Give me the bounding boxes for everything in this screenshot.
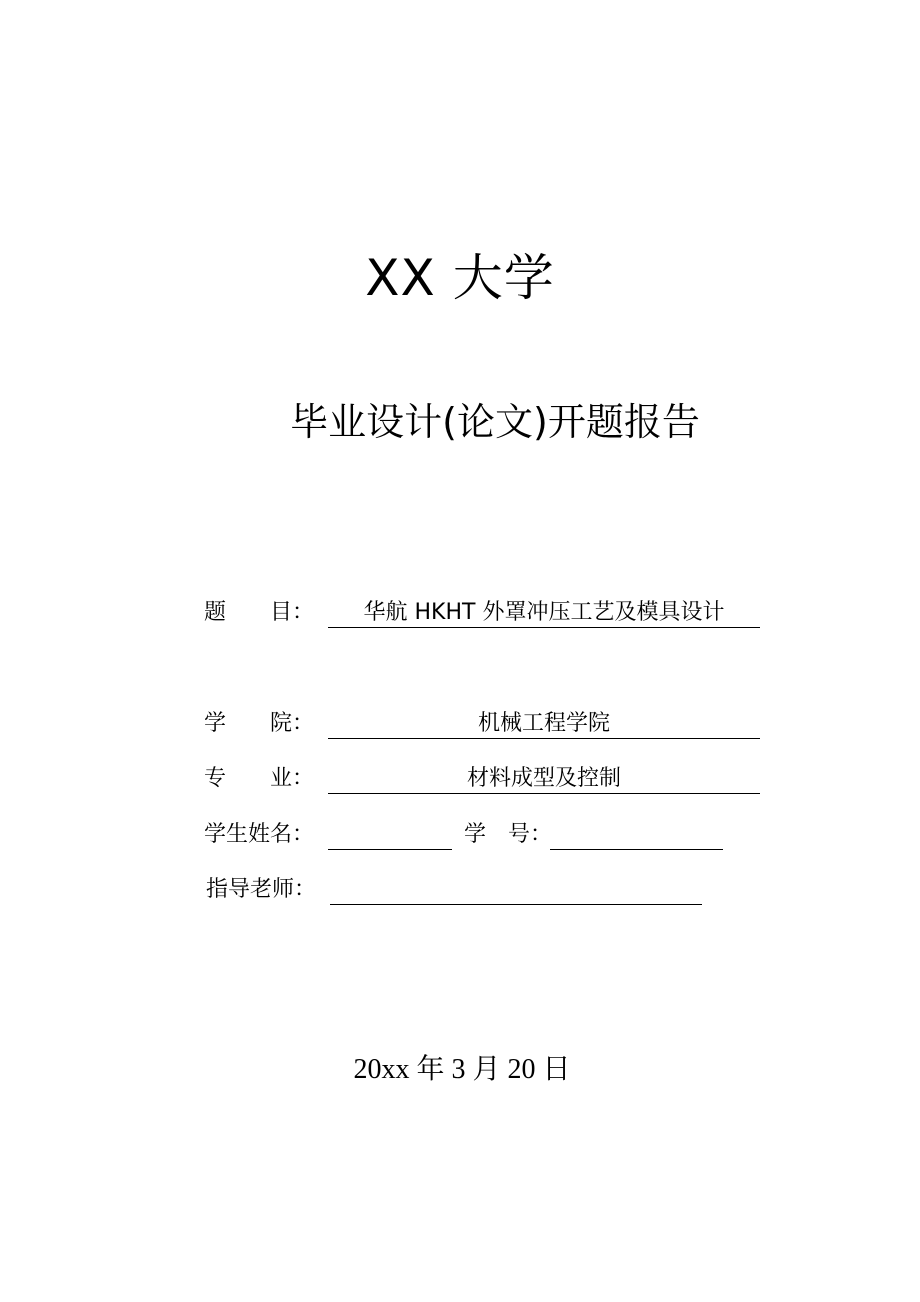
university-name: XX 大学: [365, 249, 555, 307]
advisor-label: 指导老师：: [206, 877, 317, 902]
major-label: 专 业：: [204, 766, 315, 791]
advisor-field: [330, 875, 702, 905]
college-field: 机械工程学院: [328, 709, 760, 739]
student-id-field: [550, 820, 723, 850]
topic-label: 题 目：: [204, 600, 315, 625]
college-label: 学 院：: [204, 711, 315, 736]
topic-field: 华航 HKHT 外罩冲压工艺及模具设计: [328, 598, 760, 628]
student-id-label: 学 号：: [464, 822, 553, 847]
student-name-field: [328, 820, 452, 850]
student-name-label: 学生姓名：: [204, 822, 315, 847]
major-field: 材料成型及控制: [328, 764, 760, 794]
report-date: 20xx 年 3 月 20 日: [353, 1054, 571, 1085]
report-title: 毕业设计(论文)开题报告: [290, 400, 700, 444]
